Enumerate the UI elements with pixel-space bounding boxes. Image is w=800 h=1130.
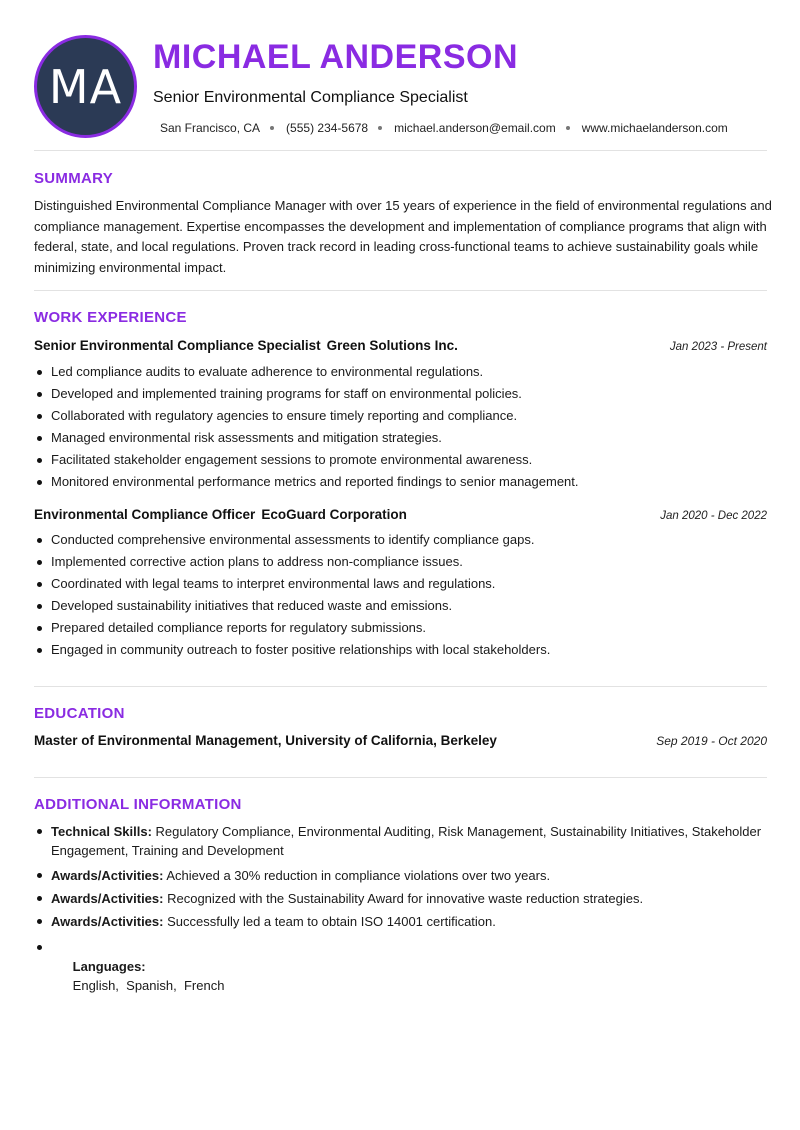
degree: Master of Environmental Management, University of California, Berkeley — [34, 733, 497, 748]
item-text: Successfully led a team to obtain ISO 14001 certification. — [167, 914, 496, 929]
list-item: Prepared detailed compliance reports for regulatory submissions. — [34, 617, 767, 639]
additional-heading: ADDITIONAL INFORMATION — [34, 796, 242, 813]
contact-location: San Francisco, CA — [160, 121, 261, 135]
separator-dot — [566, 126, 570, 130]
divider — [34, 150, 767, 151]
separator-dot — [270, 126, 274, 130]
experience-heading: WORK EXPERIENCE — [34, 309, 187, 326]
contact-website[interactable]: www.michaelanderson.com — [581, 121, 728, 135]
education-heading: EDUCATION — [34, 705, 125, 722]
job-bullets — [34, 529, 767, 661]
item-label: Languages: — [72, 959, 146, 974]
separator-dot — [378, 126, 382, 130]
list-item: Monitored environmental performance metrics and reported findings to senior management. — [34, 471, 767, 493]
candidate-name: MICHAEL ANDERSON — [153, 38, 519, 76]
list-item — [34, 912, 767, 931]
job-company: Green Solutions Inc. — [326, 338, 458, 353]
avatar — [34, 35, 137, 138]
item-text: Recognized with the Sustainability Award for innovative waste reduction strategies. — [167, 891, 644, 906]
divider — [34, 290, 767, 291]
divider — [34, 686, 767, 687]
job-role: Environmental Compliance Officer — [34, 507, 256, 522]
list-item: Facilitated stakeholder engagement sessions to promote environmental awareness. — [34, 449, 767, 471]
summary-text: Distinguished Environmental Compliance Manager with over 15 years of experience in the field of environmental regulations and compliance management. Expertise encompasses the development and implementation of compliance programs that align with federal, state, and local regulations. Proven track record in leading cross-functional teams to achieve sustainability goals while minimizing environmental impact. — [34, 198, 772, 275]
list-item: Coordinated with legal teams to interpret environmental laws and regulations. — [34, 573, 767, 595]
list-item — [34, 866, 767, 885]
job-title-company — [34, 507, 407, 522]
divider — [34, 777, 767, 778]
list-item — [34, 889, 767, 908]
contact-row — [160, 121, 728, 135]
education-dates: Sep 2019 - Oct 2020 — [656, 734, 767, 748]
job-header — [34, 507, 767, 522]
list-item: Conducted comprehensive environmental assessments to identify compliance gaps. — [34, 529, 767, 551]
list-item — [34, 938, 767, 1014]
avatar-initials: MA — [48, 59, 123, 114]
additional-list — [34, 822, 767, 1014]
job-company: EcoGuard Corporation — [261, 507, 407, 522]
list-item: Implemented corrective action plans to address non-compliance issues. — [34, 551, 767, 573]
list-item: Led compliance audits to evaluate adherence to environmental regulations. — [34, 361, 767, 383]
job-role: Senior Environmental Compliance Specialist — [34, 338, 321, 353]
contact-phone: (555) 234-5678 — [286, 121, 369, 135]
job-bullets — [34, 361, 767, 493]
item-text: Achieved a 30% reduction in compliance violations over two years. — [166, 868, 551, 883]
item-text: Regulatory Compliance, Environmental Auditing, Risk Management, Sustainability Initiatives, Stakeholder Engagement, Training and Development — [51, 824, 762, 858]
item-label: Awards/Activities: — [51, 914, 164, 929]
list-item — [34, 822, 767, 860]
item-label: Awards/Activities: — [51, 868, 164, 883]
list-item: Engaged in community outreach to foster positive relationships with local stakeholders. — [34, 639, 767, 661]
job-dates: Jan 2023 - Present — [669, 341, 767, 353]
job-header — [34, 338, 767, 353]
item-text: English, Spanish, French — [72, 978, 225, 993]
list-item: Developed and implemented training programs for staff on environmental policies. — [34, 383, 767, 405]
summary-heading: SUMMARY — [34, 170, 114, 187]
contact-email[interactable]: michael.anderson@email.com — [394, 121, 556, 135]
job-dates: Jan 2020 - Dec 2022 — [660, 510, 767, 522]
list-item: Developed sustainability initiatives that reduced waste and emissions. — [34, 595, 767, 617]
job-title: Senior Environmental Compliance Specialist — [153, 89, 468, 106]
job-title-company — [34, 338, 458, 353]
list-item: Collaborated with regulatory agencies to ensure timely reporting and compliance. — [34, 405, 767, 427]
list-item: Managed environmental risk assessments and mitigation strategies. — [34, 427, 767, 449]
item-label: Awards/Activities: — [51, 891, 164, 906]
education-entry — [34, 733, 767, 748]
item-label: Technical Skills: — [51, 824, 152, 839]
